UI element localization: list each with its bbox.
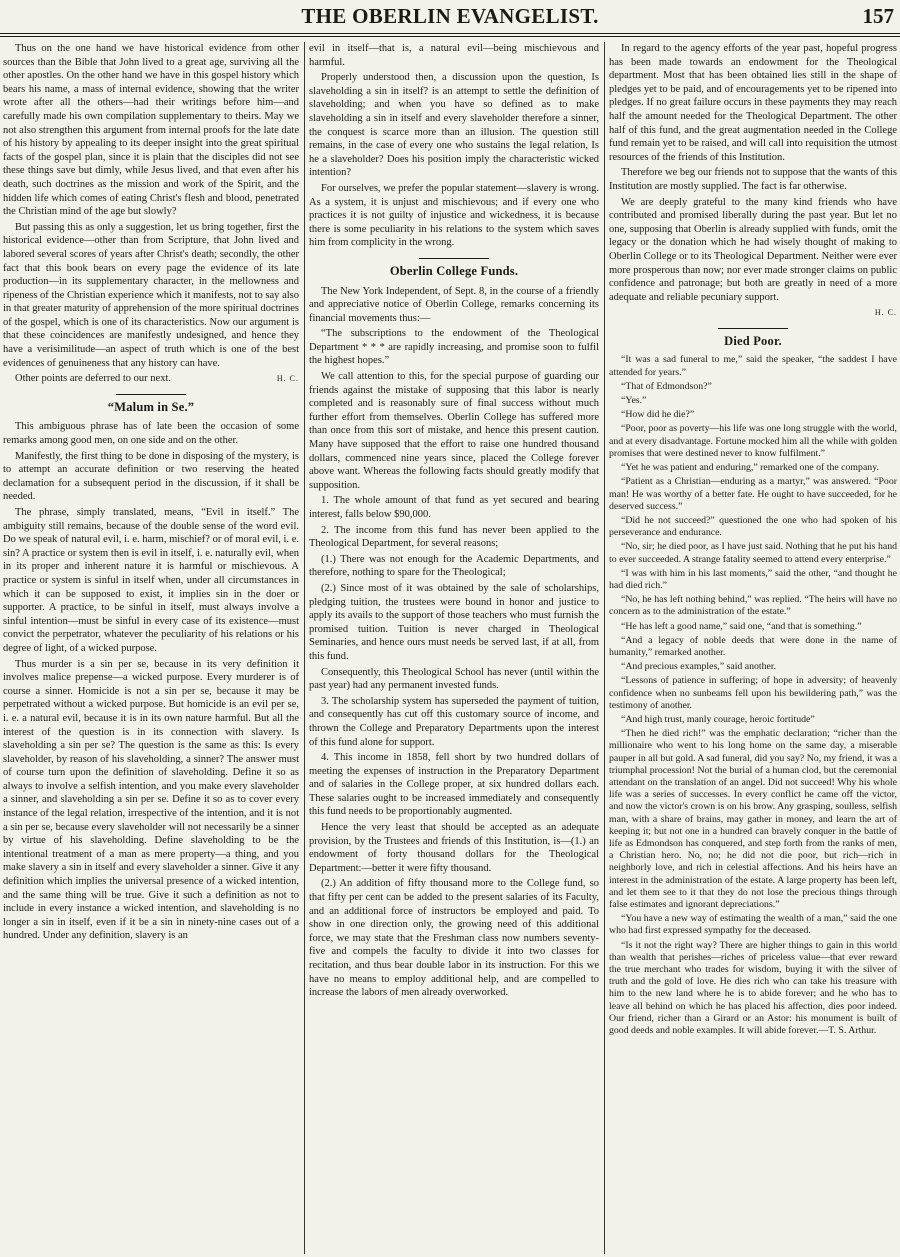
article-heading: “Malum in Se.” [107,399,195,414]
paragraph: But passing this as only a suggestion, let us bring together, first the historical evidence—other than from Scripture, that John lived and labored several scores of years after Christ's death; secondly, the other fact that this book bears on every page the evidence of its late production—in its supplementary character, in the mellowness and ripeness of the Christian experience which it manifests, not to say also in that greater maturity of apprehension of the more spiritual doctrines of the gospel, which is one of its characteristics. Now our argument is that these coincidences are manifestly undesigned, and hence they have a verisimilitude—an aspect of truth which is one of the best evidences of genuineness that any history can have. [3,221,299,369]
section-divider [718,328,788,329]
paragraph: “Yet he was patient and enduring,” remarked one of the company. [621,462,879,474]
paragraph: “Did he not succeed?” questioned the one who had spoken of his perseverance and endurance. [609,514,897,539]
column-3 [609,42,897,1254]
signature: H. C. [276,374,299,384]
section-divider [116,394,186,395]
paragraph: “Poor, poor as poverty—his life was one long struggle with the world, and at every disadvantage. Fortune mocked him all the while with golden promises that were destined never to know fulfilment.” [609,423,897,459]
paragraph-text: Other points are deferred to our next. [15,373,171,385]
story-body [609,354,897,1037]
paragraph: (1.) There was not enough for the Academic Departments, and therefore, nothing to spare for the Theological; [309,553,599,579]
paragraph: In regard to the agency efforts of the year past, hopeful progress has been made towards an endowment for the Theological department. Most that has been obtained lies still in the shape of pledges yet to be paid, and of encouragements yet to be ripened into pledges. If no great failure occurs in these payments they may reach half the amount needed for the Theological Department. The other half of this fund, and the great augmentation needed in the College fund remain yet to be raised, and will call into requisition the utmost resources of the friends of this Institution. [609,43,897,163]
paragraph: Thus on the one hand we have historical evidence from other sources than the Bible that John lived to a great age, surviving all the other apostles. On the other hand we have in this gospel history which bears his name, a mass of internal evidence, showing that the writer wrote after all the others—had their writings before him—and carefully made his own compilation supplementary to theirs. May we not also strengthen this argument from internal proofs for the late date of his history by appealing to its deeper insight into the great spiritual facts of the gospel plan, since it is plain that the disciples did not see these things save but dimly, while Jesus lived, and that even after his death, such doctrines as the mission and work of the Spirit, and the hidden life which comes of eating Christ's flesh and blood, penetrated the Christian mind of the age but slowly? [3,43,299,218]
paragraph: The phrase, simply translated, means, “Evil in itself.” The ambiguity still remains, because of the double sense of the word evil. Do we speak of natural evil, i. e. harm, mischief? or of moral evil, i. e. sin? A practice or system then is evil in itself, i. e. naturally evil, when in its proper and inherent nature it is harmful or mischievous. A practice or system is sinful in itself when, under all circumstances in which it can be supposed to exist, it implies sin in the doer or supporter. A practice, to be sinful in itself, must always involve a sinful intention—must be sinful in every case of its existence—must convict the perpetrator, whatever the peculiarity of his relations or his degree of light, of a wicked purpose. [3,507,299,654]
paragraph: 4. This income in 1858, fell short by two hundred dollars of meeting the expenses of instruction in the Preparatory Department and of salaries in the College proper, at six hundred dollars each. These salaries ought to be increased immediately and consequently this fund needs to be proportionably augmented. [309,752,599,818]
paragraph: 1. The whole amount of that fund as yet secured and bearing interest, falls below $90,000. [309,495,599,520]
section-divider [419,258,489,259]
paragraph: Therefore we beg our friends not to suppose that the wants of this Institution are mostly supplied. The fact is far otherwise. [609,167,897,192]
column-divider [604,42,605,1254]
paragraph [3,372,299,386]
masthead [0,4,900,34]
paragraph: “I was with him in his last moments,” said the other, “and thought he had died rich.” [609,567,897,591]
masthead-rule-lower [0,36,900,37]
paragraph: “Then he died rich!” was the emphatic declaration; “richer than the millionaire who went to his long home on the same day, a miserable pauper in all but gold. A sad funeral, did you say? No, my friend, it was a triumphal procession! Not the burial of a human clod, but the ceremonial attendant on the translation of an angel. Did not succeed! Why his whole life was a series of successes. In every conflict he came off the victor, and now the victor's crown is on his brow. Any grasping, soulless, selfish man, with a share of brains, may gather in money, and learn the art of keeping it; but not one in a hundred can bravely conquer in the battle of life as Edmondson has conquered, and step forth from the ranks of men, a Christian hero. No, no; he did not die poor, but rich—rich in neighborly love, and rich in celestial affections. And his heirs have an interest in the administration of the estate. A large property has been left, and let them see to it that they do not lose the precious things through false estimates and ignorant depreciations.” [609,728,897,910]
paragraph: (2.) An addition of fifty thousand more to the College fund, so that fifty per cent can be added to the present salaries of its Faculty, and an additional force of instructors be employed and paid. To show in one direction only, the growing need of this additional force, we may state that the Freshman class now numbers seventy-five and compels the faculty to divide it into two classes for recitation, and thus bear double labor in its instruction. For this we have no means to employ additional help, and are compelled to increase the labors of men already overworked. [309,878,599,999]
paragraph: “The subscriptions to the endowment of the Theological Department * * * are rapidly increasing, and promise soon to fulfil the highest hopes.” [309,328,599,367]
paragraph: “He has left a good name,” said one, “and that is something.” [621,620,862,632]
paragraph: We are deeply grateful to the many kind friends who have contributed and promised liberally during the past year. But let no one, supposing that Oberlin is already supplied with funds, omit the legacy or the donation which he had wisely thought of making to Oberlin College or to its Theological Department. Neither were ever more prosperous than now; nor ever made stronger claims on public confidence and patronage; but both are greatly in need of a more adequate and reliable pecuniary support. [609,196,897,303]
paragraph: The New York Independent, of Sept. 8, in the course of a friendly and appreciative notice of Oberlin College, remarks concerning its financial movements thus:— [309,285,599,324]
paragraph: “How did he die?” [621,409,695,421]
paragraph: “And high trust, manly courage, heroic fortitude” [621,713,815,725]
paragraph: “Is it not the right way? There are higher things to gain in this world than wealth that perishes—riches of priceless value—that ever reward the true merchant who trades for wisdom, buying it with the silver of truth and the gold of love. He dies rich who can take his treasure with him to the new land where he is to abide forever; and he who has to leave all behind on which he has placed his affection, dies poor indeed. Our friend, richer than a Girard or an Astor: his monument is built of good deeds and noble examples. It will abide forever.—T. S. Arthur. [609,939,897,1037]
paragraph: Hence the very least that should be accepted as an adequate provision, by the Trustees and friends of this Institution, is—(1.) an endowment of forty thousand dollars for the Theological Department:—better it were fifty thousand. [309,822,599,874]
column-1 [3,42,299,1254]
page-title: THE OBERLIN EVANGELIST. [301,4,599,28]
column-divider [304,42,305,1254]
article-heading: Oberlin College Funds. [389,263,519,278]
paragraph: “Yes.” [621,395,647,407]
paragraph: Manifestly, the first thing to be done in disposing of the mystery, is to attempt an accurate definition or two reserving the heated declamation for a subsequent period in the discussion, if it shall be needed. [3,450,299,503]
paragraph: Properly understood then, a discussion upon the question, Is slaveholding a sin in itself? is an attempt to settle the definition of slaveholding; and when you have so defined as to make slaveholding a sin in itself and every slaveholder therefore a sinner, the conquest is scarce more than an illusion. The question still remains, in the case of every one who sustains the legal relation, Is he a slaveholder? Does his position imply the characteristic wicked intention? [309,72,599,179]
paragraph: “It was a sad funeral to me,” said the speaker, “the saddest I have attended for years.” [609,354,897,378]
paragraph: evil in itself—that is, a natural evil—being mischievous and harmful. [309,43,599,68]
paragraph: “Lessons of patience in suffering; of hope in adversity; of heavenly confidence when no sunbeams fell upon his bewildering path,” was the testimony of another. [609,675,897,711]
paragraph: 3. The scholarship system has superseded the payment of tuition, and consequently has cut off this customary source of income, and thrown the College and Preparatory Departments upon the interest of this fund alone for support. [309,695,599,748]
signature: H. C. [874,308,897,318]
paragraph: Consequently, this Theological School has never (until within the past year) had any permanent invested funds. [309,666,599,692]
paragraph: “No, sir; he died poor, as I have just said. Nothing that he put his hand to ever succeeded. A strange fatality seemed to attend every enterprise.” [609,541,897,565]
paragraph: “Patient as a Christian—enduring as a martyr,” was answered. “Poor man! He was worthy of a better fate. He ought to have succeeded, for he deserved success.” [609,476,897,512]
paragraph: We call attention to this, for the special purpose of guarding our friends against the mistake of supposing that this labor is nearly completed and is reasonably sure of final success without much further effort from themselves. Oberlin College has suffered more than once from this sort of mistake, and hence this present caution. Many have supposed that the effort to raise one hundred thousand dollars, commenced nine years since, placed the College forever above want. Whereas the following facts should greatly modify that supposition. [309,371,599,491]
paragraph: “And precious examples,” said another. [621,661,777,673]
article-heading: Died Poor. [724,333,782,348]
paragraph: “You have a new way of estimating the wealth of a man,” said the one who had first expressed sympathy for the deceased. [609,913,897,937]
column-2 [309,42,599,1254]
masthead-rule [0,33,900,34]
paragraph: “No, he has left nothing behind,” was replied. “The heirs will have no concern as to the administration of the estate.” [609,594,897,618]
paragraph: “That of Edmondson?” [621,380,712,392]
paragraph: This ambiguous phrase has of late been the occasion of some remarks among good men, on one side and on the other. [3,421,299,447]
paragraph: (2.) Since most of it was obtained by the sale of scholarships, pledging tuition, the trustees were bound in honor and justice to apply its avails to the support of those teachers who must furnish the promised tuition. Tuition is never charged in Theological Seminaries, and hence ours must needs be served last, if at all, from this fund. [309,582,599,662]
paragraph: “And a legacy of noble deeds that were done in the name of humanity,” remarked another. [609,634,897,658]
page-number: 157 [862,4,894,28]
paragraph: For ourselves, we prefer the popular statement—slavery is wrong. As a system, it is unjust and mischievous; and if every one who practices it is not guilty of injustice and wickedness, it is because there is some peculiarity in his relations to the system which saves him from complicity in the wrong. [309,182,599,249]
paragraph: Thus murder is a sin per se, because in its very definition it involves malice prepense—a wicked purpose. Every murderer is of course a sinner. Homicide is not a sin per se, because it may be perpetrated without a wicked purpose. But homicide is an evil per se, i. e. a natural evil, because it is in its own nature harmful. But all the interest of the question is in its connection with slavery. Is slaveholding a sin per se? The question is the same as this: Is every slaveholder, by reason of his slaveholding, a sinner? The answer must of course turn upon the definition of slaveholding. Define it so as always to involve a selfish intention, and you make every slaveholder a sinner, and slaveholding a sin per se. Define it so as to cover every instance of the legal relation, irrespective of the intention, and it is not a sin per se, because every slaveholder will not necessarily be a sinner by virtue of his slaveholding. Define slaveholding to be the intentional treatment of a man as mere property—a thing, and you make slavery a sin in itself and every slaveholder a sinner. Give it any definition which implies the universal presence of a wicked intention, and the same thing will be true. Give it such a definition as not to include in every instance a wicked intention, and slaveholding is no longer a sin in itself, even if it be a sin in ninety-nine cases out of a hundred. Under any definition, slavery is an [3,658,299,942]
paragraph: 2. The income from this fund has never been applied to the Theological Department, for several reasons; [309,524,599,550]
